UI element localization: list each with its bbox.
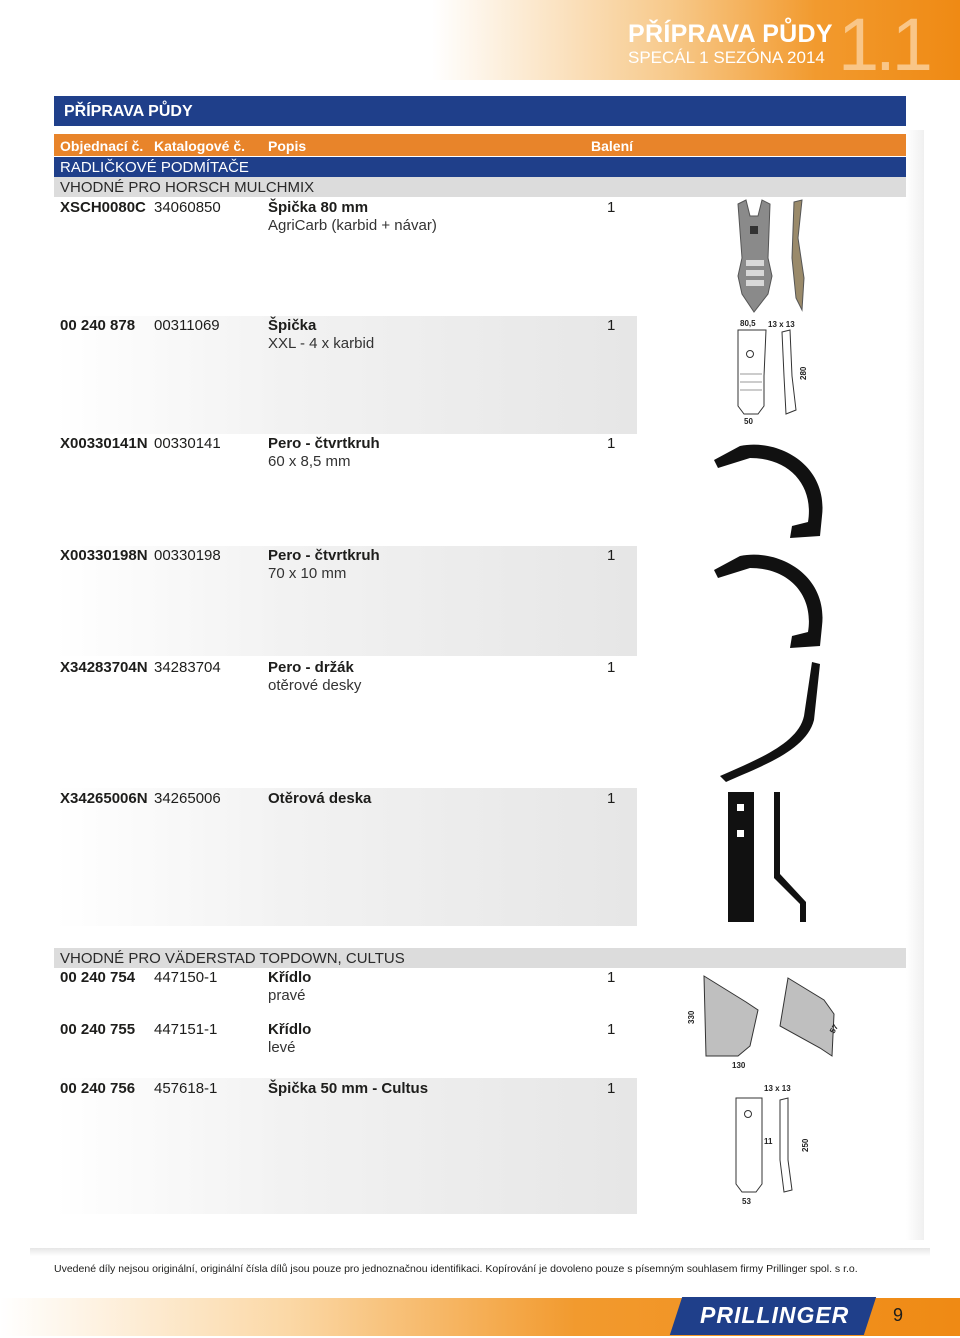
part-name: Pero - čtvrtkruh [268,547,380,564]
xxl-tip-drawing [730,316,826,428]
carbide-tip-photo [728,198,818,314]
part-name: Špička 80 mm [268,199,369,216]
category-horsch: VHODNÉ PRO HORSCH MULCHMIX [54,177,906,197]
part-name: Křídlo [268,1021,312,1038]
quantity: 1 [607,969,616,986]
wear-plate-image [722,790,814,924]
wing-share-drawing [684,970,854,1074]
order-number: 00 240 756 [60,1080,136,1097]
part-name: Křídlo [268,969,312,986]
dimension-label: 53 [742,1197,751,1206]
quantity: 1 [607,435,616,452]
dimension-label: 13 x 13 [764,1084,791,1093]
row-background [54,1078,637,1214]
quantity: 1 [607,790,616,807]
category-vaderstad: VHODNÉ PRO VÄDERSTAD TOPDOWN, CULTUS [54,948,906,968]
quantity: 1 [607,547,616,564]
table-header [54,134,906,156]
description [268,790,371,808]
description [268,659,361,695]
col-order-no: Objednací č. [60,138,144,154]
category-main: RADLIČKOVÉ PODMÍTAČE [54,157,906,177]
cultus-tip-drawing [726,1080,826,1210]
page-number: 9 [893,1305,904,1325]
order-number: 00 240 754 [60,969,136,986]
part-detail: levé [268,1039,296,1056]
catalog-number: 00330141 [154,435,221,452]
tine-holder-image [716,660,828,784]
catalog-number: 447150-1 [154,969,218,986]
description [268,317,374,353]
part-detail: 70 x 10 mm [268,565,347,582]
page-shadow [906,130,924,1240]
catalog-number: 34060850 [154,199,221,216]
chapter-number: 1.1 [838,3,929,86]
brand-logo: PRILLINGER [700,1302,850,1328]
part-name: Špička [268,317,317,334]
part-name: Pero - držák [268,659,354,676]
order-number: 00 240 878 [60,317,136,334]
quantity: 1 [607,317,616,334]
dimension-label: 57 [827,1022,841,1035]
disclaimer: Uvedené díly nejsou originální, originální čísla dílů jsou pouze pro jednoznačnou identifikaci. Kopírování je dovoleno pouze s písemným souhlasem firmy Prillinger spol. s r.o. [54,1263,858,1275]
order-number: X00330198N [60,547,148,564]
quantity: 1 [607,1021,616,1038]
part-detail: AgriCarb (karbid + návar) [268,217,437,234]
dimension-label: 130 [732,1061,746,1070]
description [268,199,437,235]
part-detail: XXL - 4 x karbid [268,335,375,352]
spring-tine-70-image [710,546,834,650]
quantity: 1 [607,199,616,216]
section-title: PŘÍPRAVA PŮDY [54,96,906,126]
dimension-label: 330 [687,1010,696,1024]
description [268,969,311,1005]
description [268,1021,311,1057]
col-packaging: Balení [591,138,634,154]
quantity: 1 [607,659,616,676]
order-number: 00 240 755 [60,1021,136,1038]
dimension-label: 50 [744,417,753,426]
description [268,435,380,471]
header-title: PŘÍPRAVA PŮDY [628,20,833,48]
dimension-label: 13 x 13 [768,320,795,329]
dimension-label: 80,5 [740,319,756,328]
catalog-number: 34265006 [154,790,221,807]
part-name: Otěrová deska [268,790,372,807]
catalog-number: 00311069 [154,317,220,334]
col-description: Popis [268,138,307,154]
dimension-label: 250 [801,1138,810,1152]
catalog-number: 447151-1 [154,1021,218,1038]
description [268,1080,428,1098]
header-subtitle: SPECÁL 1 SEZÓNA 2014 [628,48,825,67]
part-detail: pravé [268,987,306,1004]
part-name: Pero - čtvrtkruh [268,435,380,452]
order-number: XSCH0080C [60,199,146,216]
footer-divider [30,1248,930,1256]
col-catalog-no: Katalogové č. [154,138,246,154]
order-number: X00330141N [60,435,148,452]
order-number: X34283704N [60,659,148,676]
part-detail: otěrové desky [268,677,362,694]
catalog-number: 00330198 [154,547,221,564]
part-detail: 60 x 8,5 mm [268,453,351,470]
part-name: Špička 50 mm - Cultus [268,1080,429,1097]
quantity: 1 [607,1080,616,1097]
dimension-label: 280 [799,366,808,380]
order-number: X34265006N [60,790,148,807]
catalog-number: 457618-1 [154,1080,218,1097]
catalog-number: 34283704 [154,659,221,676]
spring-tine-60-image [710,436,834,540]
row-background [54,788,637,926]
dimension-label: 11 [764,1137,773,1146]
description [268,547,380,583]
